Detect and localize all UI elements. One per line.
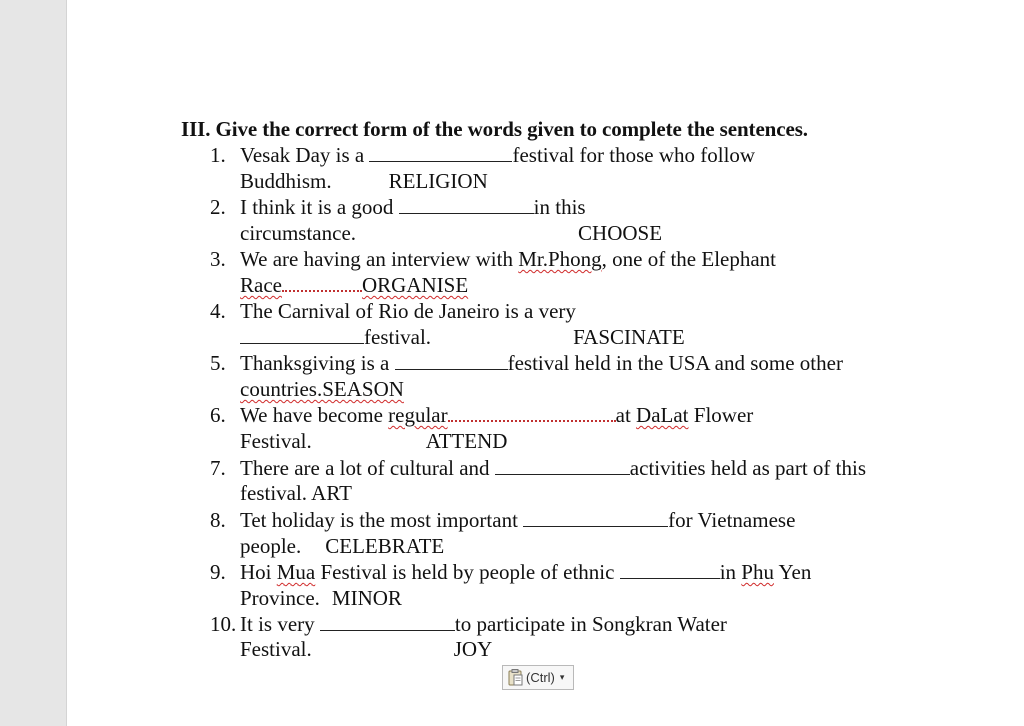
blank-line	[523, 509, 668, 527]
left-margin-area	[0, 0, 67, 726]
item-4-line-1: The Carnival of Rio de Janeiro is a very	[240, 299, 576, 323]
item-6-line-1: We have become regular at DaLat Flower	[240, 403, 754, 427]
item-number: 4.	[210, 299, 226, 323]
item-number: 7.	[210, 456, 226, 480]
item-7-line-1: There are a lot of cultural and activities held as part of this	[240, 456, 866, 480]
item-number: 5.	[210, 351, 226, 375]
blank-line	[399, 196, 534, 214]
item-8-line-2: people. CELEBRATE	[240, 534, 445, 558]
chevron-down-icon: ▾	[559, 672, 565, 682]
item-number: 1.	[210, 143, 226, 167]
blank-line	[320, 613, 455, 631]
item-number: 8.	[210, 508, 226, 532]
clipboard-icon	[508, 669, 523, 686]
item-1-line-1: Vesak Day is a festival for those who follow	[240, 143, 756, 167]
item-3-line-1: We are having an interview with Mr.Phong, one of the Elephant	[240, 247, 777, 271]
paste-options-label: (Ctrl)	[526, 670, 555, 685]
item-9-line-1: Hoi Mua Festival is held by people of ethnic in Phu Yen	[240, 560, 812, 584]
item-number: 6.	[210, 403, 226, 427]
item-number: 9.	[210, 560, 226, 584]
blank-line	[620, 561, 720, 579]
item-8-line-1: Tet holiday is the most important for Vietnamese	[240, 508, 796, 532]
item-10-line-2: Festival. JOY	[240, 637, 493, 661]
item-6-line-2: Festival. ATTEND	[240, 429, 508, 453]
blank-line	[240, 326, 364, 344]
item-4-line-2: festival. FASCINATE	[240, 325, 685, 349]
section-heading: III. Give the correct form of the words given to complete the sentences.	[181, 117, 808, 141]
blank-line	[495, 457, 630, 475]
blank-line	[395, 352, 508, 370]
paste-options-button[interactable]	[502, 665, 574, 690]
item-number: 3.	[210, 247, 226, 271]
item-5-line-1: Thanksgiving is a festival held in the USA and some other	[240, 351, 843, 375]
item-number: 2.	[210, 195, 226, 219]
item-7-line-2: festival. ART	[240, 481, 352, 505]
item-1-line-2: Buddhism. RELIGION	[240, 169, 488, 193]
item-number: 10.	[210, 612, 237, 636]
item-3-line-2: Race ORGANISE	[240, 273, 469, 297]
blank-line	[448, 403, 616, 422]
blank-line	[369, 144, 512, 162]
item-5-line-2: countries.SEASON	[240, 377, 404, 401]
item-2-line-1: I think it is a good in this	[240, 195, 586, 219]
item-10-line-1: It is very to participate in Songkran Water	[240, 612, 727, 636]
blank-line	[282, 273, 362, 292]
item-2-line-2: circumstance. CHOOSE	[240, 221, 663, 245]
item-9-line-2: Province. MINOR	[240, 586, 402, 610]
